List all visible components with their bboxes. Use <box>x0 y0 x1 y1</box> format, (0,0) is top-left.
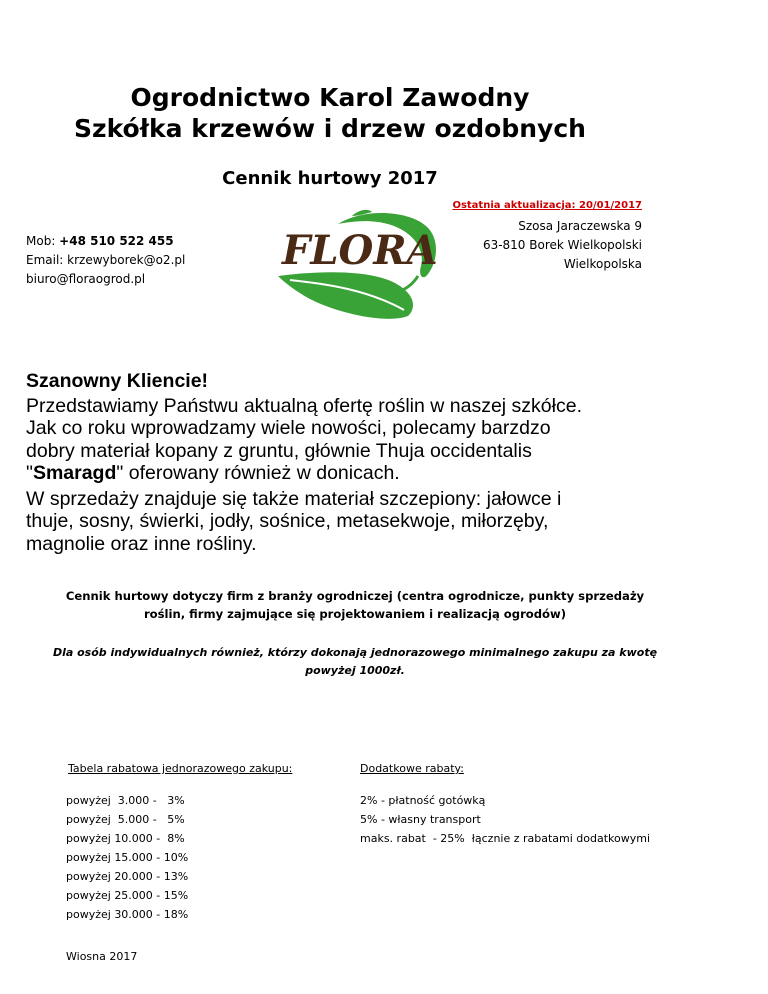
address-city: 63-810 Borek Wielkopolski <box>482 238 642 252</box>
greeting-section <box>26 370 726 555</box>
greeting-paragraph-1: Przedstawiamy Państwu aktualną ofertę roślin w naszej szkółce. Jak co roku wprowadzamy wiele nowości, polecamy barzdzo dobry materiał kopany z gruntu, głównie Thuja occidentalis "Smaragd" oferowany również w donicach. <box>26 394 582 484</box>
list-item: powyżej 3.000 - 3% <box>66 794 185 807</box>
individual-note: Dla osób indywidualnych również, którzy dokonają jednorazowego minimalnego zakupu za kwotę powyżej 1000zł. <box>52 646 658 677</box>
phone-line <box>26 232 185 251</box>
address-region: Wielkopolska <box>563 257 642 271</box>
phone-number: +48 510 522 455 <box>59 234 174 248</box>
list-item: powyżej 15.000 - 10% <box>66 851 189 864</box>
company-name: Ogrodnictwo Karol Zawodny <box>130 83 530 112</box>
last-update-label: Ostatnia aktualizacja: 20/01/2017 <box>452 200 642 211</box>
list-item: powyżej 20.000 - 13% <box>66 870 189 883</box>
email-line: Email: krzewyborek@o2.pl <box>26 253 186 267</box>
list-item: powyżej 30.000 - 18% <box>66 908 189 921</box>
extra-discounts-list <box>360 791 650 848</box>
leaf-icon <box>268 206 444 322</box>
list-item: powyżej 25.000 - 15% <box>66 889 189 902</box>
phone-label: Mob: <box>26 234 60 248</box>
greeting-paragraph-2: W sprzedaży znajduje się także materiał szczepiony: jałowce i thuje, sosny, świerki, jodły, sośnice, metasekwoje, miłorzęby, magnolie oraz inne rośliny. <box>26 487 562 555</box>
list-item: 5% - własny transport <box>360 813 481 826</box>
flora-logo <box>268 206 444 322</box>
company-tagline: Szkółka krzewów i drzew ozdobnych <box>74 114 586 143</box>
price-list-title: Cennik hurtowy 2017 <box>222 168 438 189</box>
email2-line: biuro@floraogrod.pl <box>26 272 146 286</box>
wholesale-note: Cennik hurtowy dotyczy firm z branży ogrodniczej (centra ogrodnicze, punkty sprzedaży roślin, firmy zajmujące się projektowaniem i realizacją ogrodów) <box>65 589 645 621</box>
address-street: Szosa Jaraczewska 9 <box>518 219 642 233</box>
season-footer: Wiosna 2017 <box>66 950 138 963</box>
discount-table <box>66 791 188 924</box>
list-item: maks. rabat - 25% łącznie z rabatami dodatkowymi <box>360 832 651 845</box>
list-item: 2% - płatność gotówką <box>360 794 486 807</box>
list-item: powyżej 5.000 - 5% <box>66 813 185 826</box>
logo-text: FLORA <box>282 227 438 274</box>
salutation: Szanowny Kliencie! <box>26 370 209 392</box>
list-item: powyżej 10.000 - 8% <box>66 832 185 845</box>
discount-table-title: Tabela rabatowa jednorazowego zakupu: <box>68 762 293 775</box>
address-block <box>483 217 642 274</box>
extra-discounts-title: Dodatkowe rabaty: <box>360 762 464 775</box>
contact-block <box>26 232 185 289</box>
